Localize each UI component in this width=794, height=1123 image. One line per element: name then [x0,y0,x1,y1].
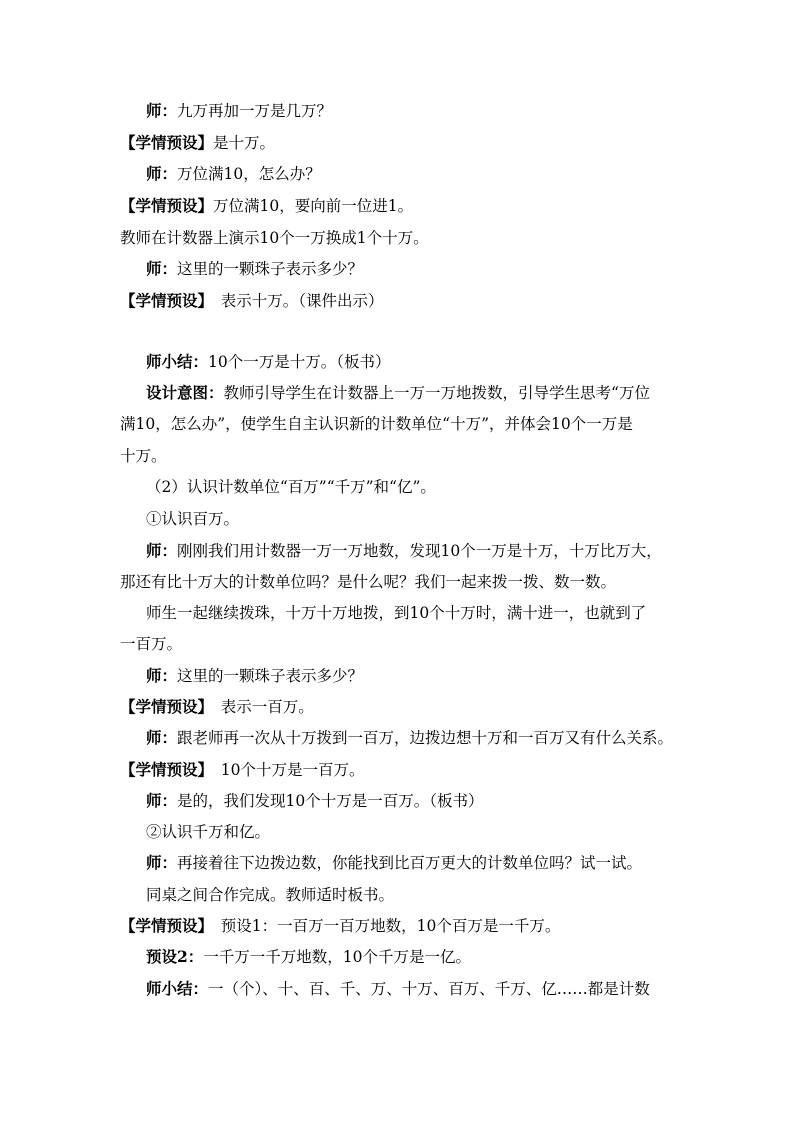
line-19: 【学情预设】 表示一百万。 [120,697,314,716]
line-13: ①认识百万。 [146,510,240,528]
line-3: 师：万位满10，怎么办？ [146,164,321,183]
line-28: 师小结：一（个）、十、百、千、万、十万、百万、千万、亿……都是计数 [146,979,650,998]
line-9: 设计意图：教师引导学生在计数器上一万一万地拨数，引导学生思考“万位 [146,383,650,402]
line-10: 满10，怎么办”，使学生自主认识新的计数单位“十万”，并体会10个一万是 [120,415,633,433]
line-21: 【学情预设】 10个十万是一百万。 [120,760,365,779]
line-5: 教师在计数器上演示10个一万换成1个十万。 [120,229,429,247]
line-18: 师：这里的一颗珠子表示多少？ [146,666,364,685]
line-20: 师：跟老师再一次从十万拨到一百万，边拨边想十万和一百万又有什么关系。 [146,728,674,747]
line-8: 师小结：10个一万是十万。（板书） [146,352,391,371]
line-27: 预设2：一千万一千万地数，10个千万是一亿。 [146,947,472,966]
line-26: 【学情预设】 预设1：一百万一百万地数，10个百万是一千万。 [120,916,561,935]
line-15: 那还有比十万大的计数单位吗？是什么呢？我们一起来拨一拨、数一数。 [120,573,617,591]
line-4: 【学情预设】万位满10，要向前一位进1。 [120,196,414,215]
line-6: 师：这里的一颗珠子表示多少？ [146,259,364,278]
line-23: ②认识千万和亿。 [146,823,271,841]
line-22: 师：是的，我们发现10个十万是一百万。（板书） [146,791,484,810]
line-25: 同桌之间合作完成。教师适时板书。 [146,886,395,904]
line-24: 师：再接着往下边拨边数，你能找到比百万更大的计数单位吗？试一试。 [146,853,643,872]
line-12: （2）认识计数单位“百万”“千万”和“亿”。 [146,478,436,496]
line-2: 【学情预设】是十万。 [120,133,276,152]
line-7: 【学情预设】 表示十万。（课件出示） [120,291,384,310]
line-11: 十万。 [120,447,167,465]
line-14: 师：刚刚我们用计数器一万一万地数，发现10个一万是十万，十万比万大， [146,541,662,560]
line-16: 师生一起继续拨珠，十万十万地拨，到10个十万时，满十进一，也就到了 [146,604,647,622]
line-1: 师：九万再加一万是几万？ [146,101,333,120]
line-17: 一百万。 [120,635,183,653]
